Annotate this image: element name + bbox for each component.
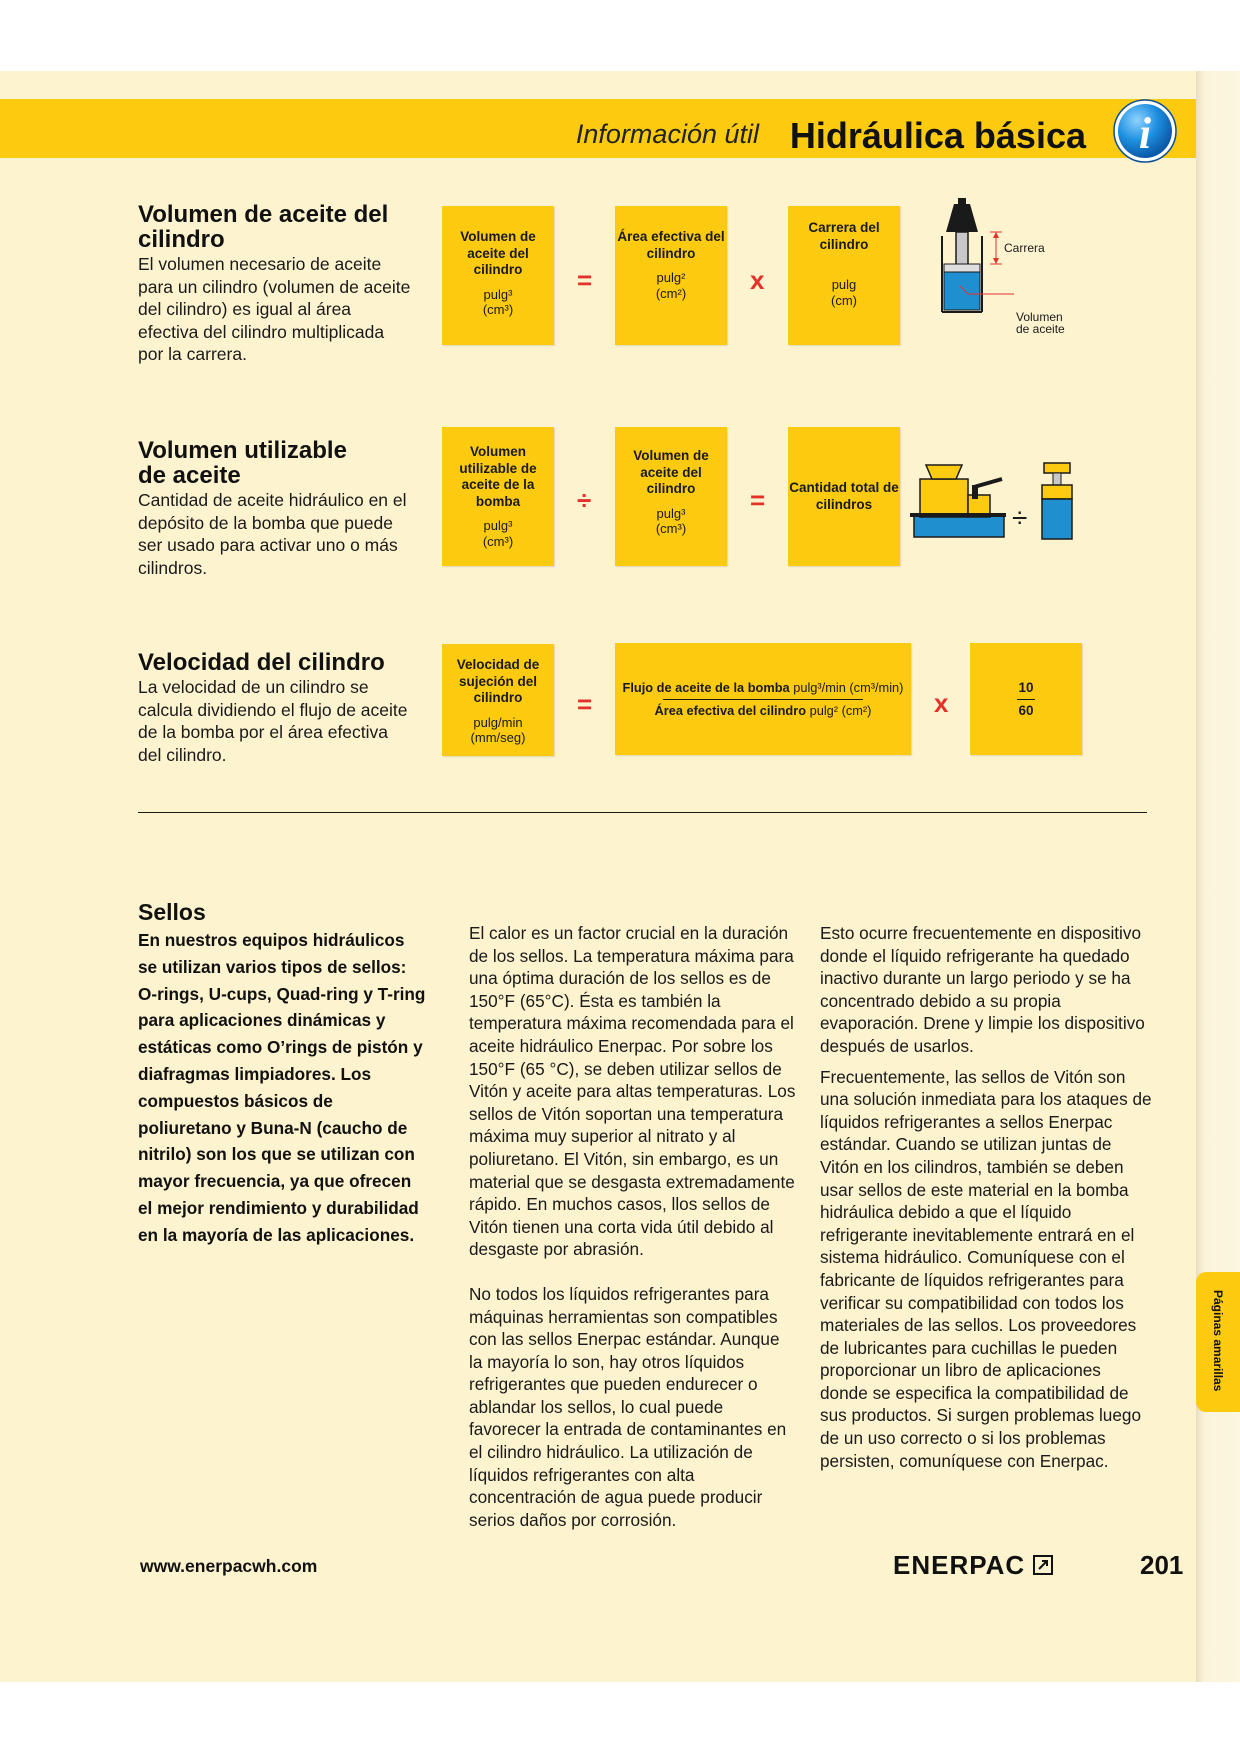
operator-multiply: x	[750, 265, 765, 295]
section-divider	[138, 812, 1147, 813]
label-stroke: Carrera	[1004, 241, 1045, 255]
box-effective-area	[615, 206, 727, 345]
header-subtitle: Información útil	[575, 119, 759, 149]
section-title-cylinder-oil-volume: Volumen de aceite del cilindro	[138, 201, 389, 253]
box-unit: pulg³	[483, 518, 513, 533]
seals-col3-paragraph-1: Esto ocurre frecuentemente en dispositivo donde el líquido refrigerante ha quedado inactivo durante un largo periodo y se ha concentrado debido a su propia evaporación. Drene y limpie los dispositivo después de usarlos.	[820, 923, 1145, 1056]
operator-equals: =	[577, 265, 593, 295]
page-number: 201	[1140, 1550, 1184, 1580]
box-unit: pulg²	[656, 270, 686, 285]
section-title-cylinder-speed: Velocidad del cilindro	[138, 649, 385, 676]
cylinder-diagram	[930, 196, 1080, 346]
seals-col2-paragraph-1: El calor es un factor crucial en la duración de los sellos. La temperatura máxima para una óptima duración de los sellos es de 150°F (65°C). Ésta es también la temperatura máxima recomendada para el aceite hidráulico Enerpac. Por sobre los 150°F (65 °C), se deben utilizar sellos de Vitón y aceite para altas temperaturas. Los sellos de Vitón soportan una temperatura máxima muy superior al nitrato y al poliuretano. El Vitón, sin embargo, es un material que se desgasta extremadamente rápido. En muchos casos, llos sellos de Vitón tienen una corta vida útil debido al desgaste por abrasión.	[469, 923, 796, 1260]
operator-equals-3: =	[577, 689, 593, 719]
fraction-line	[663, 699, 863, 700]
fraction-numerator	[623, 680, 904, 696]
box-label: Carrera del cilindro	[808, 220, 880, 252]
seals-title: Sellos	[138, 899, 206, 925]
numerator-label: Flujo de aceite de la bomba	[622, 679, 790, 695]
box-label: Cantidad total de cilindros	[789, 480, 899, 512]
box-pump-usable-oil	[442, 427, 554, 566]
box-unit: pulg/min	[473, 714, 523, 730]
box-cylinder-stroke	[788, 206, 900, 345]
denominator-unit: pulg² (cm²)	[806, 702, 872, 718]
box-unit: pulg³	[483, 286, 513, 302]
page-edge-shadow	[1196, 71, 1240, 1682]
box-label: Volumen de aceite del cilindro	[633, 448, 709, 496]
box-cylinder-oil-volume	[442, 206, 554, 345]
label-oil-volume-2: de aceite	[1016, 322, 1065, 336]
seals-column-3	[820, 922, 1152, 1472]
divide-symbol: ÷	[1012, 502, 1028, 533]
box-unit-metric: (cm³)	[482, 302, 514, 317]
seals-intro: En nuestros equipos hidráulicos se utilizan varios tipos de sellos: O-rings, U-cups, Quad-ring y T-ring para aplicaciones dinámicas y estáticas como O’rings de pistón y diafragmas limpiadores. Los compuestos básicos de poliuretano y Buna-N (caucho de nitrilo) son los que se utilizan con mayor frecuencia, ya que ofrecen el mejor rendimiento y durabilidad en la mayoría de las aplicaciones.	[138, 930, 426, 1245]
operator-equals-2: =	[750, 485, 766, 515]
logo-text: ENERPAC	[893, 1550, 1026, 1580]
box-unit-metric: (mm/seg)	[470, 730, 526, 745]
denominator-label: Área efectiva del cilindro	[654, 702, 807, 718]
box-total-cylinders	[788, 427, 900, 566]
box-conversion-factor	[970, 643, 1082, 755]
operator-multiply-2: x	[934, 688, 949, 718]
seals-col2-paragraph-2: No todos los líquidos refrigerantes para máquinas herramientas son compatibles con las sellos Enerpac estándar. Aunque la mayoría lo son, hay otros líquidos refrigerantes que pueden endurecer o ablandar los sellos, lo cual puede favorecer la entrada de contaminantes en el cilindro hidráulico. La utilización de líquidos refrigerantes con alta concentración de agua puede producir serios daños por corrosión.	[469, 1283, 787, 1530]
box-unit-metric: (cm²)	[655, 285, 687, 301]
logo-mark-icon	[1033, 1555, 1053, 1575]
info-icon	[1112, 98, 1178, 164]
box-cylinder-oil-volume-2	[615, 427, 727, 566]
box-unit-metric: (cm)	[831, 292, 857, 308]
box-unit-metric: (cm³)	[655, 521, 687, 536]
box-label: Volumen de aceite del cilindro	[460, 229, 536, 277]
box-unit: pulg³	[656, 505, 686, 521]
label-oil-volume: Volumen	[1016, 310, 1063, 324]
section-text-cylinder-oil-volume: El volumen necesario de aceite para un cilindro (volumen de aceite del cilindro) es igual al área efectiva del cilindro multiplicada por la carrera.	[138, 254, 411, 365]
svg-text:i: i	[1138, 109, 1152, 158]
factor-line	[1017, 699, 1035, 700]
numerator-unit: pulg³/min (cm³/min)	[789, 679, 904, 695]
box-label: Área efectiva del cilindro	[617, 229, 725, 261]
section-text-usable-oil: Cantidad de aceite hidráulico en el depósito de la bomba que puede ser usado para activar uno o más cilindros.	[138, 490, 407, 578]
box-unit-metric: (cm³)	[482, 533, 514, 549]
footer-url[interactable]: www.enerpacwh.com	[140, 1556, 318, 1576]
factor-denominator: 60	[1018, 702, 1034, 718]
operator-divide: ÷	[577, 485, 592, 515]
seals-column-2	[469, 922, 797, 1531]
header-title: Hidráulica básica	[789, 115, 1086, 156]
enerpac-logo	[893, 1550, 1053, 1581]
box-label: Volumen utilizable de aceite de la bomba	[459, 444, 537, 509]
pump-cylinder-diagram	[910, 455, 1090, 550]
yellow-pages-tab-label: Páginas amarillas	[1211, 1290, 1225, 1392]
factor-numerator: 10	[1018, 679, 1034, 695]
box-label: Velocidad de sujeción del cilindro	[456, 657, 540, 705]
fraction-denominator	[655, 703, 872, 719]
section-title-usable-oil: Volumen utilizable de aceite	[138, 437, 347, 489]
box-clamp-speed	[442, 644, 554, 756]
section-text-cylinder-speed: La velocidad de un cilindro se calcula dividiendo el flujo de aceite de la bomba por el área efectiva del cilindro.	[138, 677, 408, 765]
box-flow-fraction	[615, 643, 911, 755]
box-unit: pulg	[831, 277, 857, 292]
seals-col3-paragraph-2: Frecuentemente, las sellos de Vitón son una solución inmediata para los ataques de líquidos refrigerantes a sellos Enerpac estándar. Cuando se utilizan juntas de Vitón en los cilindros, también se deben usar sellos de este material en la bomba hidráulica debido a que el líquido refrigerante inevitablemente entrará en el sistema hidráulico. Comuníquese con el fabricante de líquidos refrigerantes para verificar su compatibilidad con todos los materiales de las sellos. Los proveedores de lubricantes para cuchillas le pueden proporcionar un libro de aplicaciones donde se especifica la compatibilidad de sus productos. Si surgen problemas luego de un uso correcto o si los problemas persisten, comuníquese con Enerpac.	[820, 1066, 1152, 1471]
